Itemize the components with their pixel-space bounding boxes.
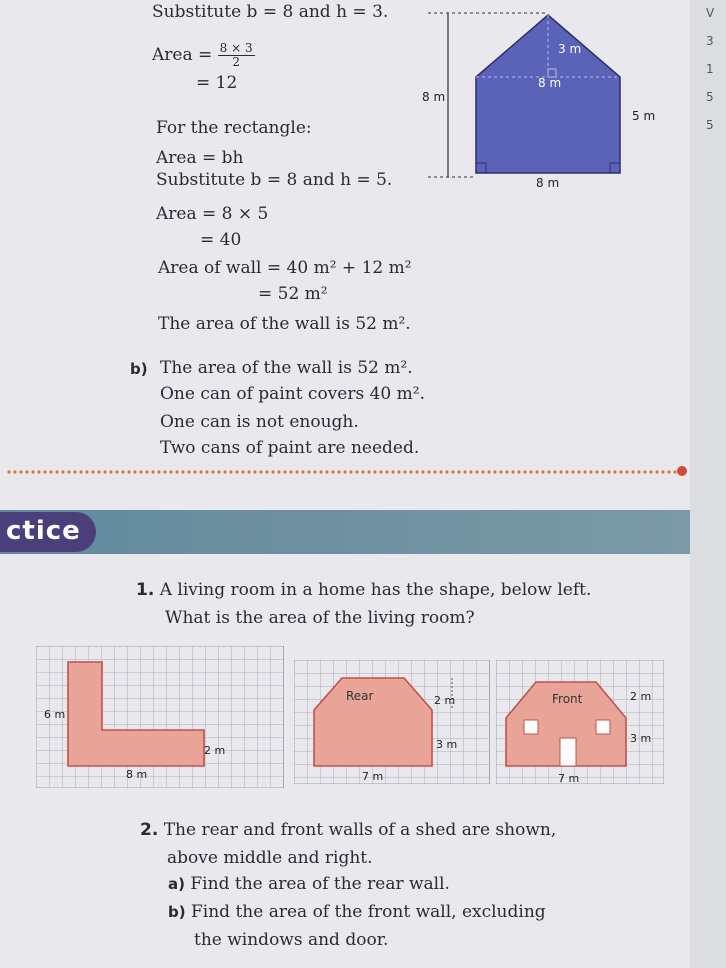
triangle-area-formula — [152, 42, 255, 69]
question-1-line-1: A living room in a home has the shape, below left. — [159, 580, 592, 600]
edge-mark: V — [706, 6, 715, 20]
question-2b-label: b) — [168, 903, 186, 921]
question-1-line-2: What is the area of the living room? — [165, 608, 475, 628]
wall-diagram — [420, 5, 680, 200]
front-middle-label: 3 m — [630, 732, 652, 745]
edge-mark: 5 — [706, 118, 714, 132]
front-bottom-label: 7 m — [558, 772, 580, 784]
question-2a-text: Find the area of the rear wall. — [190, 874, 450, 894]
bottom-width-label: 8 m — [536, 176, 560, 190]
triangle-height-label: 3 m — [558, 42, 582, 56]
wall-area-result: = 52 m² — [258, 284, 328, 304]
side-height-label: 5 m — [632, 109, 656, 123]
next-page-edge — [690, 0, 726, 968]
area-prefix: Area = — [152, 45, 213, 65]
fraction-numerator: 8 × 3 — [219, 41, 253, 55]
rect-heading: For the rectangle: — [156, 118, 312, 138]
living-room-inner-label: 2 m — [204, 744, 226, 757]
part-b-line-2: One can of paint covers 40 m². — [160, 384, 425, 404]
question-2a — [168, 872, 450, 896]
substitute-line-top: Substitute b = 8 and h = 3. — [152, 2, 389, 22]
question-2 — [140, 818, 556, 842]
section-title-tab — [0, 512, 96, 552]
edge-mark: 1 — [706, 62, 714, 76]
area-fraction — [218, 42, 255, 69]
fraction-denominator: 2 — [232, 55, 240, 69]
triangle-area-result: = 12 — [196, 73, 238, 93]
question-2-number: 2. — [140, 820, 159, 840]
triangle-base-label: 8 m — [538, 76, 562, 90]
section-banner — [0, 510, 690, 554]
wall-area-line: Area of wall = 40 m² + 12 m² — [158, 258, 412, 278]
front-door — [560, 738, 576, 766]
part-b-line-1: The area of the wall is 52 m². — [160, 358, 413, 378]
question-1-number: 1. — [136, 580, 155, 600]
part-b-line-4: Two cans of paint are needed. — [160, 438, 420, 458]
front-right-window — [596, 720, 610, 734]
question-2-line-2: above middle and right. — [167, 848, 373, 868]
living-room-bottom-label: 8 m — [126, 768, 148, 781]
living-room-left-label: 6 m — [44, 708, 66, 721]
rect-area-calc: Area = 8 × 5 — [156, 204, 269, 224]
total-height-label: 8 m — [422, 90, 446, 104]
front-wall-figure — [496, 660, 664, 784]
living-room-figure — [36, 646, 284, 788]
rect-formula: Area = bh — [156, 148, 244, 168]
front-wall-title: Front — [552, 692, 583, 706]
rear-bottom-label: 7 m — [362, 770, 384, 783]
rear-top-label: 2 m — [434, 694, 456, 707]
front-top-label: 2 m — [630, 690, 652, 703]
question-2a-label: a) — [168, 875, 185, 893]
question-2b-text-2: the windows and door. — [194, 930, 389, 950]
section-title: ctice — [6, 516, 81, 546]
question-2b — [168, 900, 546, 924]
wall-shape — [476, 15, 620, 173]
wall-area-statement: The area of the wall is 52 m². — [158, 314, 411, 334]
rear-wall-figure — [294, 660, 490, 784]
part-b-line-3: One can is not enough. — [160, 412, 359, 432]
question-2b-text: Find the area of the front wall, excluding — [191, 902, 546, 922]
rear-wall-title: Rear — [346, 689, 374, 703]
question-1 — [136, 578, 591, 602]
question-2-line-1: The rear and front walls of a shed are shown, — [163, 820, 557, 840]
edge-mark: 5 — [706, 90, 714, 104]
rect-substitute: Substitute b = 8 and h = 5. — [156, 170, 393, 190]
front-left-window — [524, 720, 538, 734]
rect-area-result: = 40 — [200, 230, 242, 250]
rear-middle-label: 3 m — [436, 738, 458, 751]
part-b-label: b) — [130, 360, 148, 378]
edge-mark: 3 — [706, 34, 714, 48]
dotted-divider — [6, 469, 678, 475]
divider-end-dot — [677, 466, 687, 476]
